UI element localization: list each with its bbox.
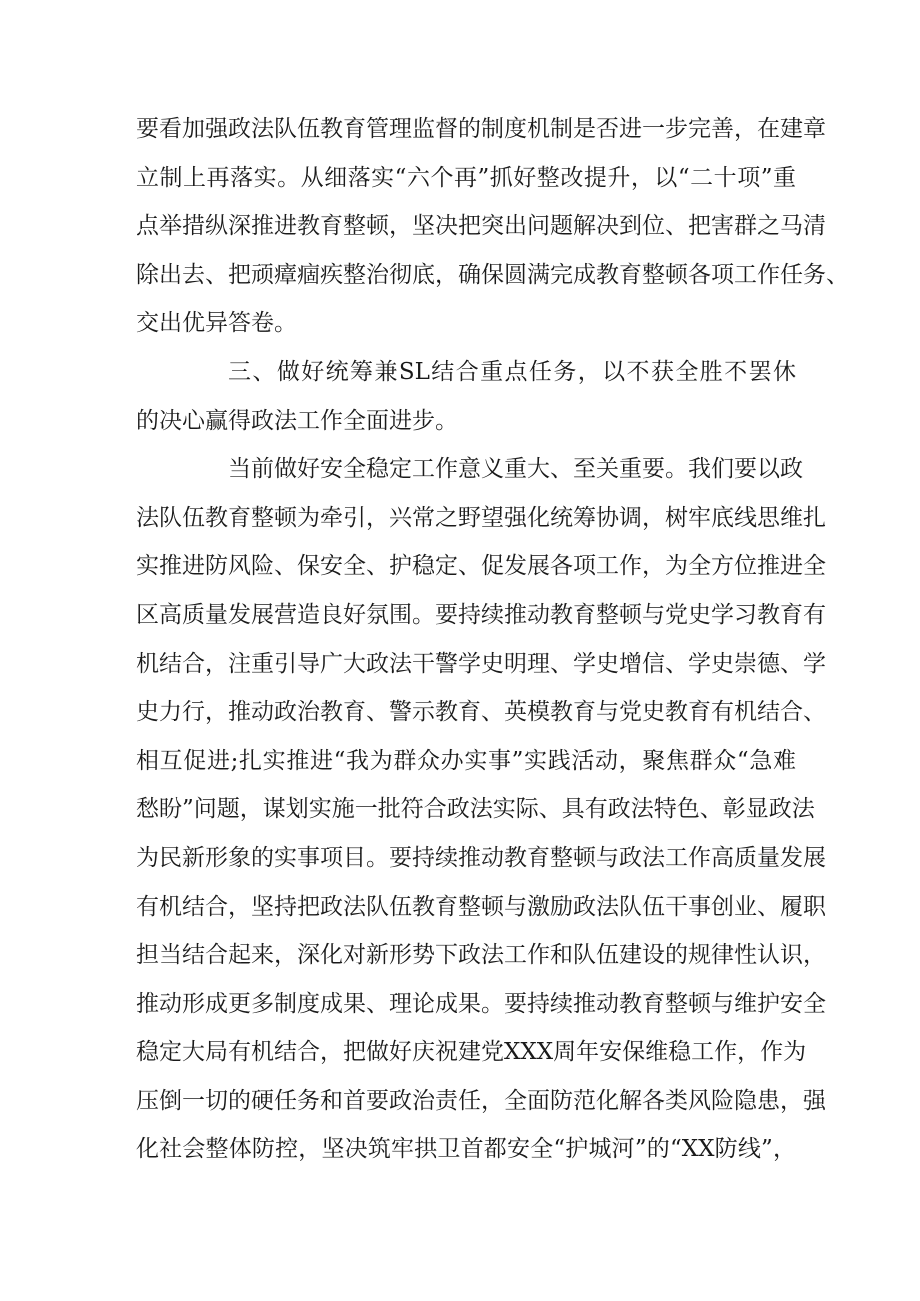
- text-line: 压倒一切的硬任务和首要政治责任，全面防范化解各类风险隐患，强: [136, 1087, 826, 1114]
- text-line: 立制上再落实。从细落实“六个再”抓好整改提升，以“二十项”重: [136, 164, 796, 191]
- text-line: 化社会整体防控，坚决筑牢拱卫首都安全“护城河”的“XX防线”，: [136, 1136, 796, 1163]
- text-line: 要看加强政法队伍教育管理监督的制度机制是否进一步完善，在建章: [136, 116, 826, 142]
- text-line: 当前做好安全稳定工作意义重大、至关重要。我们要以政: [228, 456, 803, 483]
- text-line: 除出去、把顽瘴痼疾整治彻底，确保圆满完成教育整顿各项工作任务、: [136, 261, 849, 288]
- section-heading-line: 三、做好统筹兼SL结合重点任务，以不获全胜不罢休: [228, 358, 796, 385]
- text-line: 稳定大局有机结合，把做好庆祝建党XXX周年安保维稳工作，作为: [136, 1039, 807, 1066]
- text-line: 点举措纵深推进教育整顿，坚决把突出问题解决到位、把害群之马清: [136, 213, 826, 240]
- text-line: 交出优异答卷。: [136, 310, 297, 337]
- text-line: 史力行，推动政治教育、警示教育、英模教育与党史教育有机结合、: [136, 699, 826, 726]
- text-line: 机结合，注重引导广大政法干警学史明理、学史增信、学史崇德、学: [136, 650, 826, 677]
- section-heading-line: 的决心赢得政法工作全面进步。: [136, 407, 458, 434]
- text-line: 担当结合起来，深化对新形势下政法工作和队伍建设的规律性认识，: [136, 942, 826, 969]
- text-line: 相互促进;扎实推进“我为群众办实事”实践活动，聚焦群众“急难: [136, 747, 796, 774]
- text-line: 实推进防风险、保安全、护稳定、促发展各项工作，为全方位推进全: [136, 553, 826, 580]
- text-line: 推动形成更多制度成果、理论成果。要持续推动教育整顿与维护安全: [136, 990, 826, 1017]
- text-line: 区高质量发展营造良好氛围。要持续推动教育整顿与党史学习教育有: [136, 601, 826, 628]
- text-line: 法队伍教育整顿为牵引，兴常之野望强化统筹协调，树牢底线思维扎: [136, 504, 826, 531]
- text-line: 为民新形象的实事项目。要持续推动教育整顿与政法工作高质量发展: [136, 844, 826, 871]
- document-body: [136, 105, 849, 1174]
- text-line: 有机结合，坚持把政法队伍教育整顿与激励政法队伍干事创业、履职: [136, 893, 826, 920]
- text-line: 愁盼”问题，谋划实施一批符合政法实际、具有政法特色、彰显政法: [136, 796, 815, 823]
